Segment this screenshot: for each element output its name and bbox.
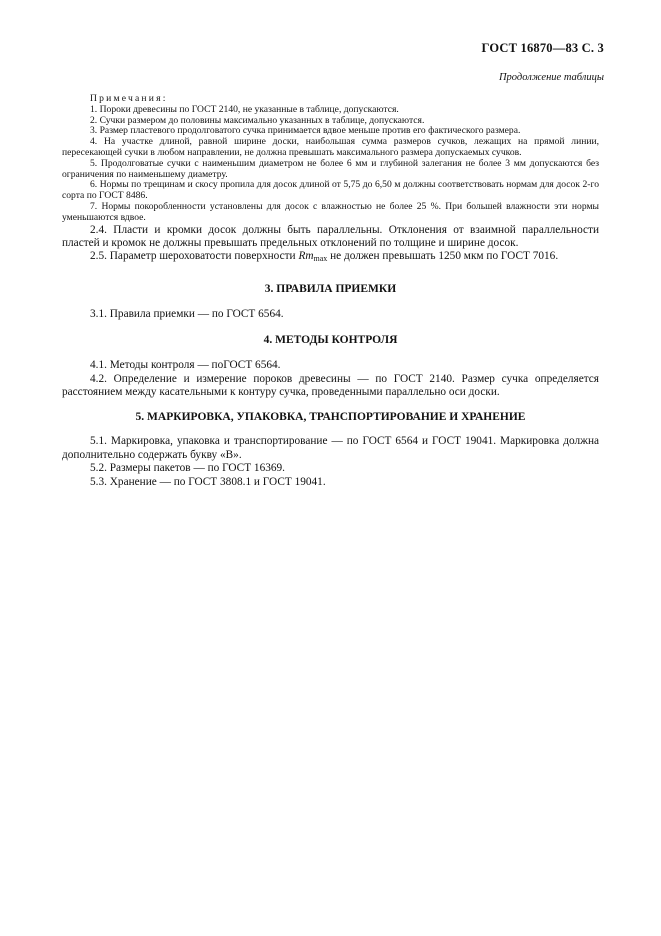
note-item: 4. На участке длиной, равной ширине доски, наибольшая сумма размеров сучков, лежащих на прямой линии, пересекающей сучки в любом направлении, не должна превышать максимального размера допускаемых сучков. bbox=[62, 136, 599, 158]
notes-title: Примечания: bbox=[90, 93, 168, 104]
note-item: 2. Сучки размером до половины максимально указанных в таблице, допускаются. bbox=[90, 114, 425, 126]
page-header-reference: ГОСТ 16870—83 С. 3 bbox=[481, 41, 604, 55]
note-item: 7. Нормы покоробленности установлены для досок с влажностью не более 25 %. При большей влажности эти нормы уменьшаются вдвое. bbox=[62, 200, 599, 223]
paragraph-2-4: 2.4. Пласти и кромки досок должны быть параллельны. Отклонения от взаимной параллельности пластей и кромок не должны превышать предельных отклонений по толщине и ширине досок. bbox=[62, 223, 599, 249]
table-continuation-label: Продолжение таблицы bbox=[498, 72, 604, 83]
page-body bbox=[62, 94, 599, 489]
paragraph-4-2: 4.2. Определение и измерение пороков древесины — по ГОСТ 2140. Размер сучка определяется расстоянием между касательными к контуру сучка, проведенными параллельно оси доски. bbox=[62, 372, 599, 398]
roughness-symbol: Rm bbox=[298, 250, 314, 263]
paragraph-4-1: 4.1. Методы контроля — поГОСТ 6564. bbox=[90, 359, 281, 372]
section-5-title: 5. МАРКИРОВКА, УПАКОВКА, ТРАНСПОРТИРОВАНИЕ И ХРАНЕНИЕ bbox=[135, 411, 526, 424]
note-item: 3. Размер пластевого продолговатого сучка принимается вдвое меньше против его фактического размера. bbox=[90, 125, 521, 137]
notes-block bbox=[62, 94, 599, 224]
paragraph-5-1: 5.1. Маркировка, упаковка и транспортирование — по ГОСТ 6564 и ГОСТ 19041. Маркировка должна дополнительно содержать букву «В». bbox=[62, 435, 599, 461]
note-item: 1. Пороки древесины по ГОСТ 2140, не указанные в таблице, допускаются. bbox=[90, 103, 399, 115]
paragraph-5-3: 5.3. Хранение — по ГОСТ 3808.1 и ГОСТ 19041. bbox=[90, 475, 326, 488]
note-item: 5. Продолговатые сучки с наименьшим диаметром не более 6 мм и глубиной залегания не более 3 мм допускаются без ограничения по наименьшему диаметру. bbox=[62, 157, 599, 180]
paragraph-5-2: 5.2. Размеры пакетов — по ГОСТ 16369. bbox=[90, 462, 285, 475]
note-item: 6. Нормы по трещинам и скосу пропила для досок длиной от 5,75 до 6,50 м должны соответствовать нормам для досок 2-го сорта по ГОСТ 8486. bbox=[62, 179, 599, 202]
section-3-title: 3. ПРАВИЛА ПРИЕМКИ bbox=[264, 282, 397, 295]
roughness-subscript: max bbox=[313, 254, 328, 264]
paragraph-3-1: 3.1. Правила приемки — по ГОСТ 6564. bbox=[90, 307, 284, 320]
section-4-title: 4. МЕТОДЫ КОНТРОЛЯ bbox=[263, 334, 398, 347]
paragraph-2-5-text-before: 2.5. Параметр шероховатости поверхности bbox=[90, 250, 299, 263]
paragraph-2-5-text-after: не должен превышать 1250 мкм по ГОСТ 7016. bbox=[327, 250, 559, 263]
paragraph-2-5 bbox=[62, 250, 599, 265]
